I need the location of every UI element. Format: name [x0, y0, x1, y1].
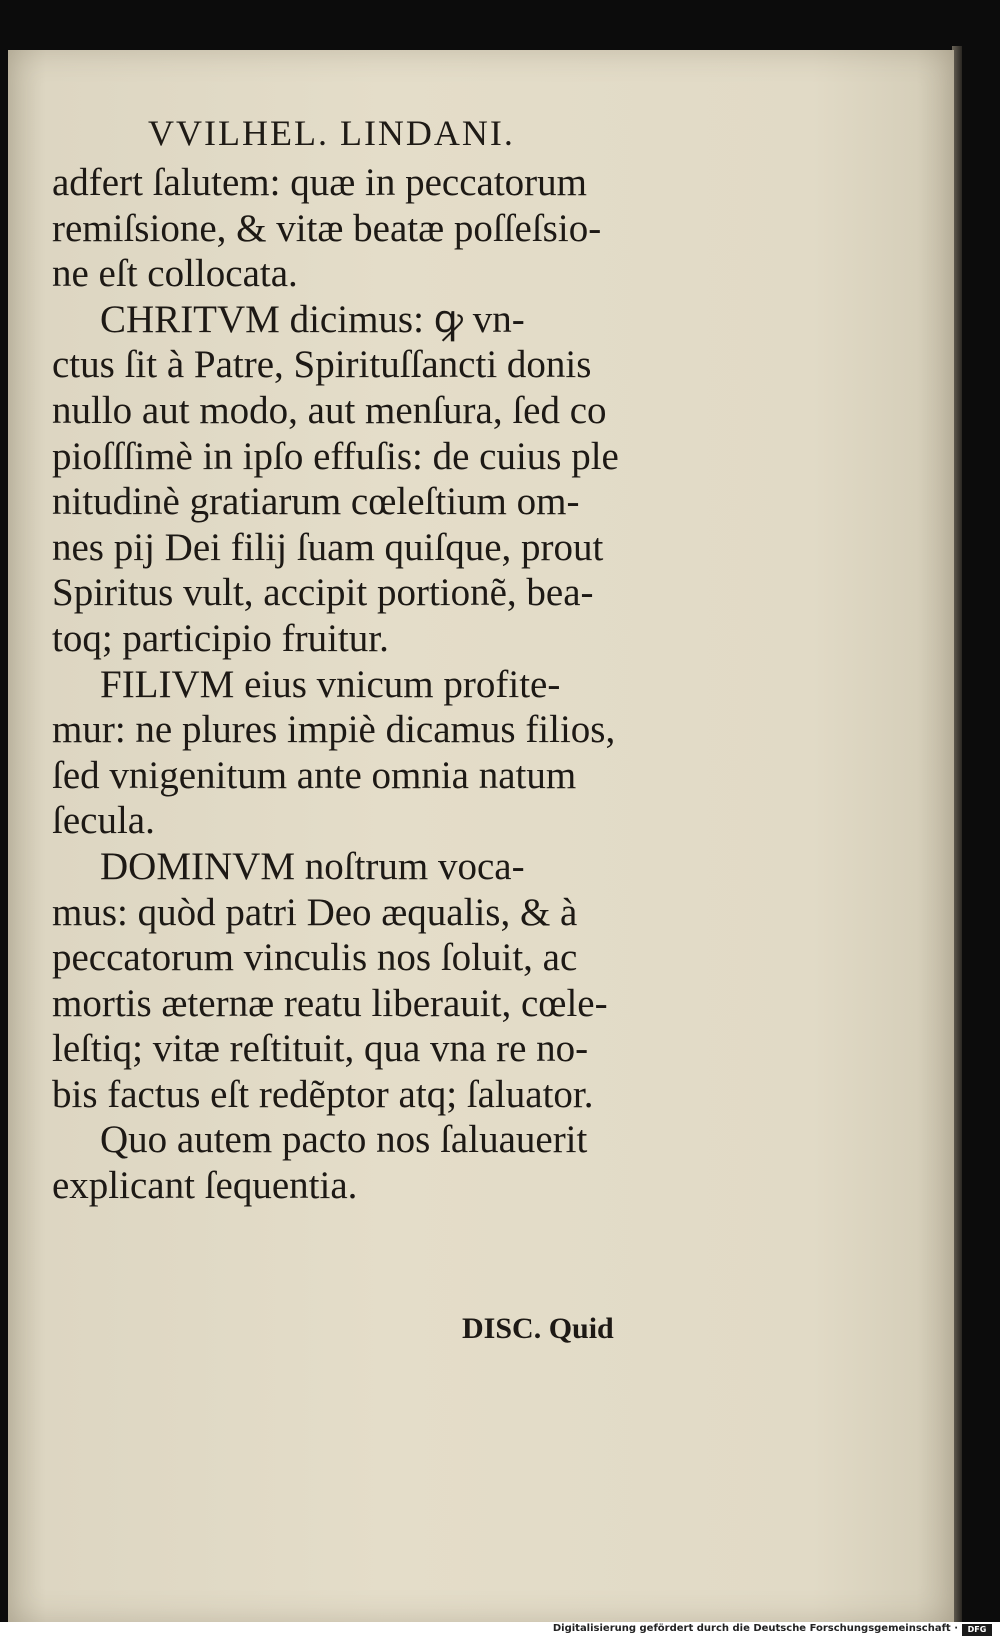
- text-line: ne eſt collocata.: [52, 252, 298, 296]
- text-line: Quo autem pacto nos ſaluauerit: [100, 1118, 588, 1162]
- text-line: bis factus eſt redẽptor atq; ſaluator.: [52, 1072, 594, 1116]
- text-line: ſecula.: [52, 799, 155, 843]
- text-line: peccatorum vinculis nos ſoluit, ac: [52, 936, 578, 980]
- footer-bar: [0, 1622, 1000, 1638]
- text-line: Spiritus vult, accipit portionẽ, bea-: [52, 571, 594, 615]
- text-line: ſed vnigenitum ante omnia natum: [52, 753, 577, 797]
- text-line: remiſsione, & vitæ beatæ poſſeſsio-: [52, 206, 602, 250]
- text-line: mortis æternæ reatu liberauit, cœle-: [52, 981, 608, 1025]
- body-text: [52, 160, 682, 1209]
- text-line: nullo aut modo, aut menſura, ſed co: [52, 388, 607, 432]
- text-line: DOMINVM noſtrum voca-: [100, 844, 525, 888]
- text-line: leſtiq; vitæ reſtituit, qua vna re no-: [52, 1027, 589, 1071]
- text-line: nes pij Dei filij ſuam quiſque, prout: [52, 525, 604, 569]
- running-head: VVILHEL. LINDANI.: [148, 113, 515, 153]
- funding-credit: Digitalisierung gefördert durch die Deutsche Forschungsgemeinschaft ·: [552, 1623, 958, 1634]
- catchwords: DISC. Quid: [462, 1312, 614, 1345]
- text-line: adfert ſalutem: quæ in peccatorum: [52, 161, 587, 204]
- dfg-logo: DFG: [962, 1624, 992, 1636]
- text-line: explicant ſequentia.: [52, 1164, 358, 1208]
- text-line: FILIVM eius vnicum profite-: [100, 662, 561, 706]
- text-line: mus: quòd patri Deo æqualis, & à: [52, 890, 578, 934]
- text-line: toq; participio fruitur.: [52, 616, 389, 660]
- text-line: pioſſſimè in ipſo effuſis: de cuius ple: [52, 434, 619, 478]
- text-line: ctus ſit à Patre, Spirituſſancti donis: [52, 343, 592, 387]
- text-line: CHRITVM dicimus: ꝙ vn-: [100, 297, 525, 341]
- text-line: mur: ne plures impiè dicamus filios,: [52, 708, 616, 752]
- text-line: nitudinè gratiarum cœleſtium om-: [52, 480, 580, 524]
